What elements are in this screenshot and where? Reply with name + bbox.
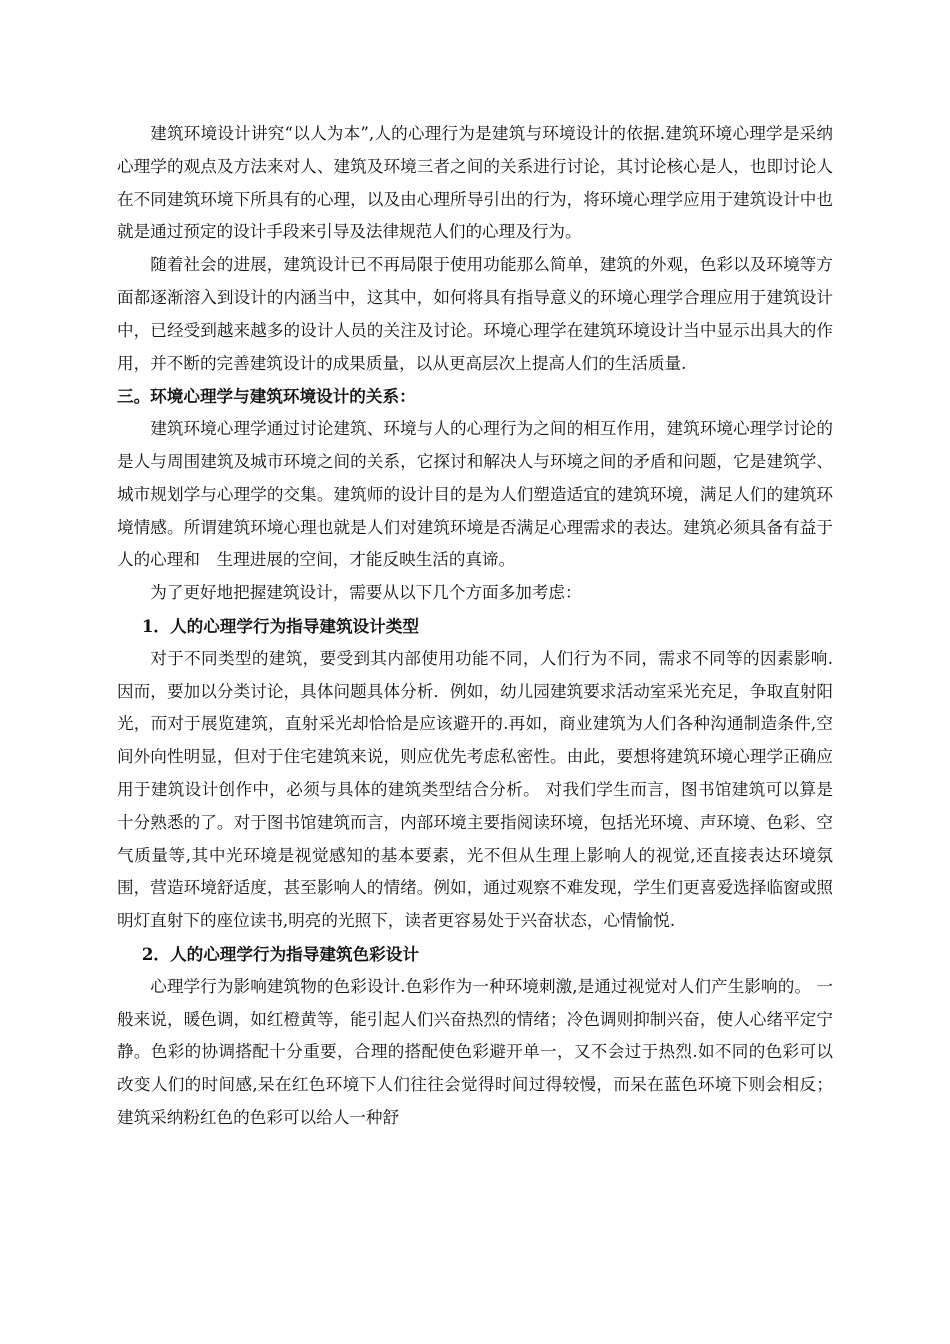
paragraph-building-types: 对于不同类型的建筑，要受到其内部使用功能不同，人们行为不同，需求不同等的因素影响.因而，要加以分类讨论，具体问题具体分析．例如，幼儿园建筑要求活动室采光充足，争取直射阳光，而对于展览建筑，直射采光却恰恰是应该避开的.再如，商业建筑为人们各种沟通制造条件,空间外向性明显，但对于住宅建筑来说，则应优先考虑私密性。由此，要想将建筑环境心理学正确应用于建筑设计创作中，必须与具体的建筑类型结合分析。 对我们学生而言，图书馆建筑可以算是十分熟悉的了。对于图书馆建筑而言，内部环境主要指阅读环境，包括光环境、声环境、色彩、空气质量等,其中光环境是视觉感知的基本要素，光不但从生理上影响人的视觉,还直接表达环境氛围，营造环境舒适度，甚至影响人的情绪。例如，通过观察不难发现，学生们更喜爱选择临窗或照明灯直射下的座位读书,明亮的光照下，读者更容易处于兴奋状态，心情愉悦. [117, 648, 833, 931]
paragraph-considerations: 为了更好地把握建筑设计，需要从以下几个方面多加考虑： [150, 583, 582, 603]
paragraph-intro: 建筑环境设计讲究“以人为本”,人的心理行为是建筑与环境设计的依据.建筑环境心理学是采纳心理学的观点及方法来对人、建筑及环境三者之间的关系进行讨论，其讨论核心是人，也即讨论人在不同建筑环境下所具有的心理，以及由心理所导引出的行为，将环境心理学应用于建筑设计中也就是通过预定的设计手段来引导及法律规范人们的心理及行为。 [117, 124, 833, 242]
section-heading-3: 三。环境心理学与建筑环境设计的关系： [117, 386, 416, 407]
subheading-1: 1．人的心理学行为指导建筑设计类型 [141, 615, 419, 636]
document-page [117, 118, 833, 1135]
paragraph-relationship: 建筑环境心理学通过讨论建筑、环境与人的心理行为之间的相互作用，建筑环境心理学讨论的是人与周围建筑及城市环境之间的关系，它探讨和解决人与环境之间的矛盾和问题，它是建筑学、城市规划学与心理学的交集。建筑师的设计目的是为人们塑造适宜的建筑环境，满足人们的建筑环境情感。所谓建筑环境心理也就是人们对建筑环境是否满足心理需求的表达。建筑必须具备有益于人的心理和 生理进展的空间，才能反映生活的真谛。 [117, 419, 833, 570]
paragraph-color-design: 心理学行为影响建筑物的色彩设计.色彩作为一种环境刺激,是通过视觉对人们产生影响的。 一般来说，暖色调，如红橙黄等，能引起人们兴奋热烈的情绪；冷色调则抑制兴奋，使人心绪平定宁静。色彩的协调搭配十分重要，合理的搭配使色彩避开单一，又不会过于热烈.如不同的色彩可以改变人们的时间感,呆在红色环境下人们往往会觉得时间过得较慢，而呆在蓝色环境下则会相反；建筑采纳粉红色的色彩可以给人一种舒 [117, 976, 833, 1127]
subheading-2: 2．人的心理学行为指导建筑色彩设计 [141, 943, 419, 964]
paragraph-development: 随着社会的进展，建筑设计已不再局限于使用功能那么简单，建筑的外观，色彩以及环境等方面都逐渐溶入到设计的内涵当中，这其中，如何将具有指导意义的环境心理学合理应用于建筑设计中，已经受到越来越多的设计人员的关注及讨论。环境心理学在建筑环境设计当中显示出具大的作用，并不断的完善建筑设计的成果质量，以从更高层次上提高人们的生活质量. [117, 255, 833, 373]
